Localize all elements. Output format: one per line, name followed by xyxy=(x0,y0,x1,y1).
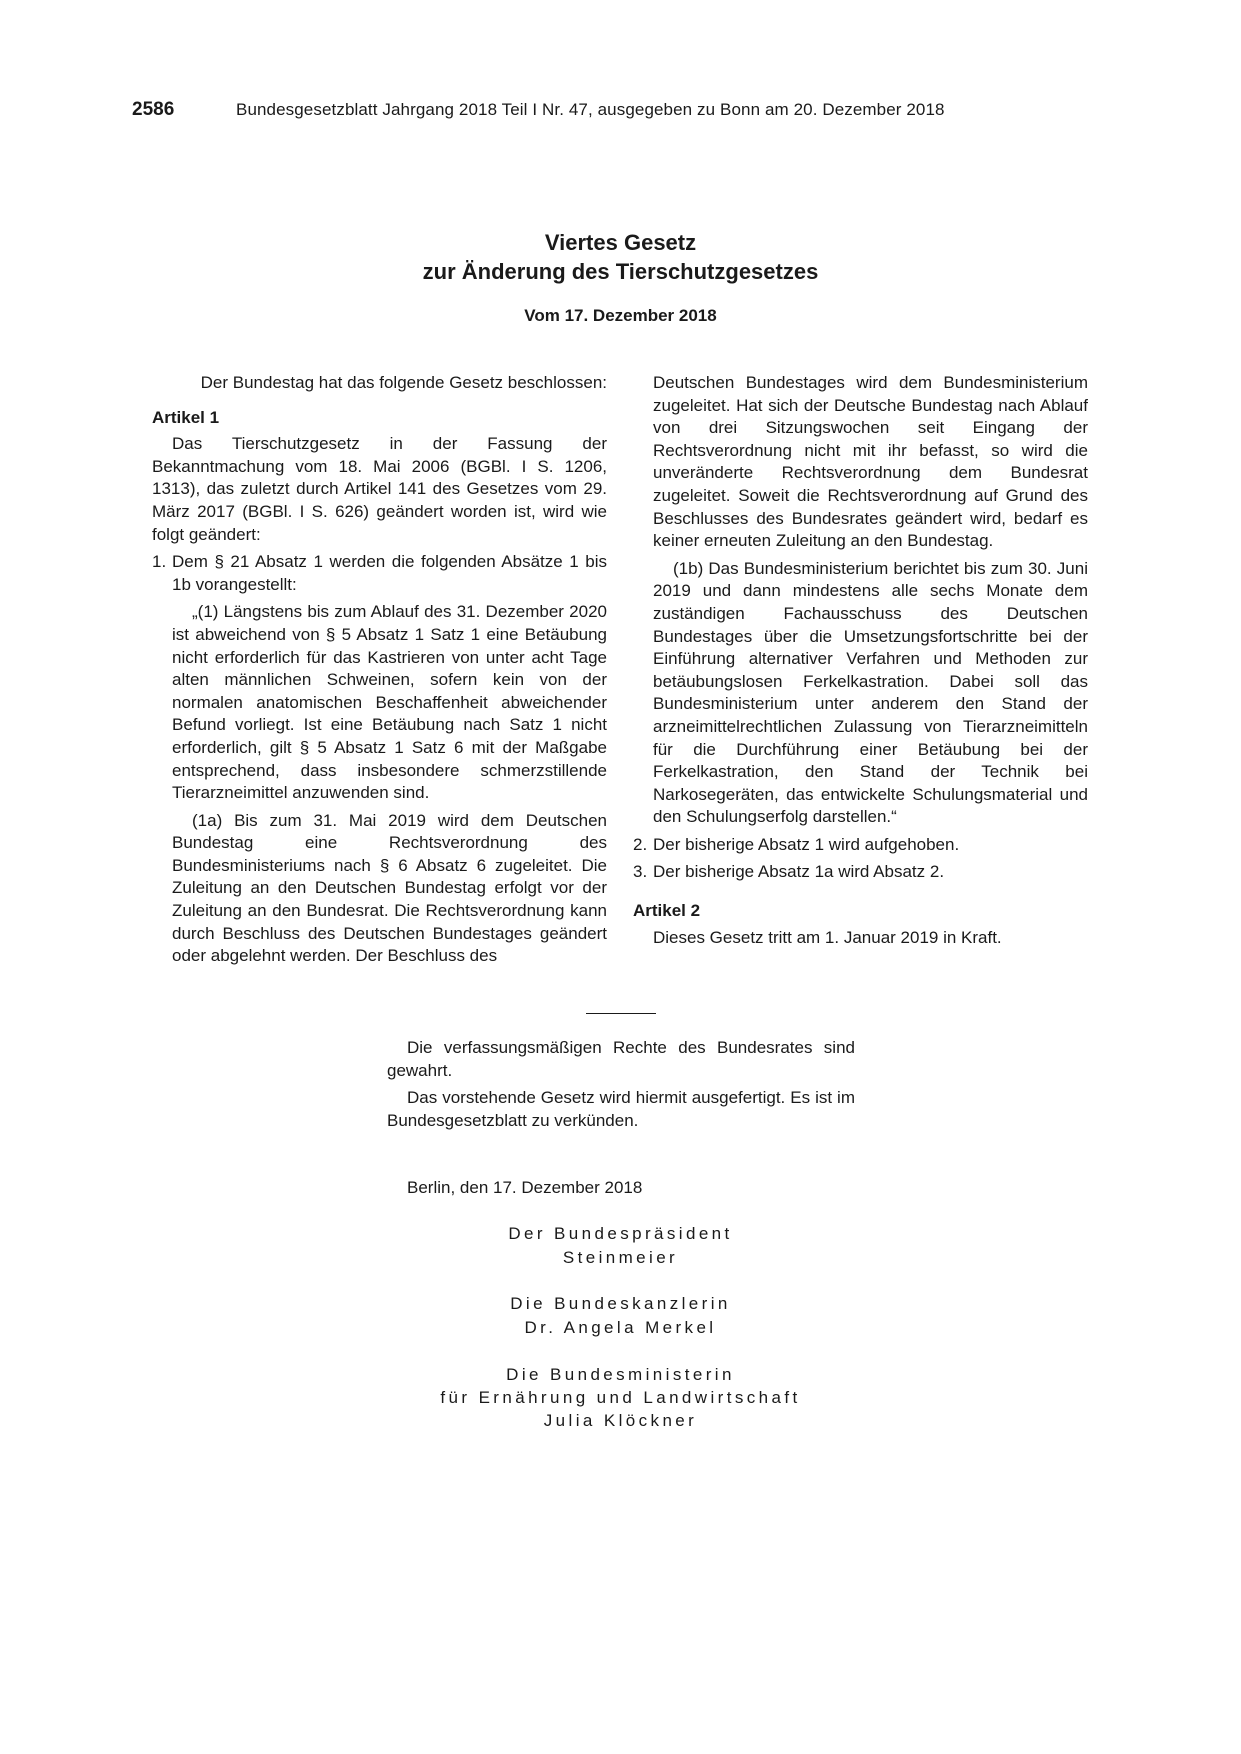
article-1-lead: Das Tierschutzgesetz in der Fassung der Bekanntmachung vom 18. Mai 2006 (BGBl. I S. 1206, 1313), das zuletzt durch Artikel 141 des Gesetzes vom 29. März 2017 (BGBl. I S. 626) geändert worden ist, wird wie folgt geändert: xyxy=(152,434,607,544)
page-number: 2586 xyxy=(132,99,175,120)
signatory-name: Steinmeier xyxy=(562,1248,679,1267)
place-date: Berlin, den 17. Dezember 2018 xyxy=(407,1178,643,1197)
law-title-line2: zur Änderung des Tierschutzgesetzes xyxy=(422,259,819,284)
separator-rule xyxy=(586,1013,656,1014)
closing-block xyxy=(387,1037,855,1132)
article-1-heading: Artikel 1 xyxy=(152,407,220,427)
list-item-text: Der bisherige Absatz 1a wird Absatz 2. xyxy=(653,862,945,882)
paragraph-1b: (1b) Das Bundesministerium berichtet bis zum 30. Juni 2019 und dann mindestens alle sechs Monate dem zuständigen Fachausschuss des Deutschen Bundestages über die Umsetzungsfortschritte bei der Einführung alternativer Verfahren und Methoden zur betäubungslosen Ferkelkastration. Dabei soll das Bundesministerium unter anderem den Stand der arzneimittelrechtlichen Zulassung von Tierarzneimitteln für die Durchführung einer Betäubung bei der Ferkelkastration, den Stand der Technik bei Narkosegeräten, das entwickelte Schulungsmaterial und den Schulungserfolg darstellen.“ xyxy=(653,558,1088,827)
list-item-text: Dem § 21 Absatz 1 werden die folgenden Absätze 1 bis 1b vorangestellt: xyxy=(172,552,607,594)
signatory-title: Der Bundespräsident xyxy=(508,1224,733,1243)
list-item xyxy=(633,861,1088,884)
signatory-name: Dr. Angela Merkel xyxy=(524,1318,717,1337)
promulgation-statement: Das vorstehende Gesetz wird hiermit ausgefertigt. Es ist im Bundesgesetzblatt zu verkünden. xyxy=(387,1088,855,1130)
law-title-line1: Viertes Gesetz xyxy=(544,230,697,255)
paragraph-1a-part2: Deutschen Bundestages wird dem Bundesministerium zugeleitet. Hat sich der Deutsche Bundestag nach Ablauf von drei Sitzungswochen seit Eingang der Rechtsverordnung nicht mit ihr befasst, so wird die unveränderte Rechtsverordnung dem Bundesrat zugeleitet. Soweit die Rechtsverordnung auf Grund des Beschlusses des Bundesrates geändert wird, bedarf es keiner erneuten Zuleitung an den Bundestag. xyxy=(653,373,1088,551)
rights-statement: Die verfassungsmäßigen Rechte des Bundesrates sind gewahrt. xyxy=(387,1038,855,1080)
list-item-text: Der bisherige Absatz 1 wird aufgehoben. xyxy=(653,834,960,854)
signatory-title: Die Bundesministerin xyxy=(506,1365,735,1384)
signatory-title: Die Bundeskanzlerin xyxy=(510,1294,731,1313)
enactment-clause: Der Bundestag hat das folgende Gesetz beschlossen: xyxy=(200,373,607,392)
law-date: Vom 17. Dezember 2018 xyxy=(524,306,717,325)
list-item xyxy=(152,551,607,596)
right-column xyxy=(633,372,1088,949)
paragraph-1: „(1) Längstens bis zum Ablauf des 31. Dezember 2020 ist abweichend von § 5 Absatz 1 Satz 1 eine Betäubung nicht erforderlich für das Kastrieren von unter acht Tage alten männlichen Schweinen, sofern kein von der normalen anatomischen Beschaffenheit abweichender Befund vorliegt. Ist eine Betäubung nach Satz 1 nicht erforderlich, gilt § 5 Absatz 1 Satz 6 mit der Maßgabe entsprechend, dass insbesondere schmerzstillende Tierarzneimittel anzuwenden sind. xyxy=(172,602,607,803)
paragraph-1a-part1: (1a) Bis zum 31. Mai 2019 wird dem Deutschen Bundestag eine Rechtsverordnung des Bundesministeriums nach § 6 Absatz 6 zugeleitet. Die Zuleitung an den Deutschen Bundestag erfolgt vor der Zuleitung an den Bundesrat. Die Rechtsverordnung kann durch Beschluss des Deutschen Bundestages geändert oder abgelehnt werden. Der Beschluss des xyxy=(172,810,607,966)
signatory-department: für Ernährung und Landwirtschaft xyxy=(440,1388,801,1407)
list-item-number: 1. xyxy=(152,552,167,572)
article-2-text: Dieses Gesetz tritt am 1. Januar 2019 in Kraft. xyxy=(653,927,1002,947)
list-item xyxy=(633,834,1088,857)
running-head: Bundesgesetzblatt Jahrgang 2018 Teil I Nr. 47, ausgegeben zu Bonn am 20. Dezember 2018 xyxy=(236,100,945,119)
list-item-number: 3. xyxy=(633,862,648,882)
signatory-name: Julia Klöckner xyxy=(543,1411,698,1430)
left-column xyxy=(152,372,607,968)
list-item-number: 2. xyxy=(633,834,648,854)
article-2-heading: Artikel 2 xyxy=(633,901,701,921)
